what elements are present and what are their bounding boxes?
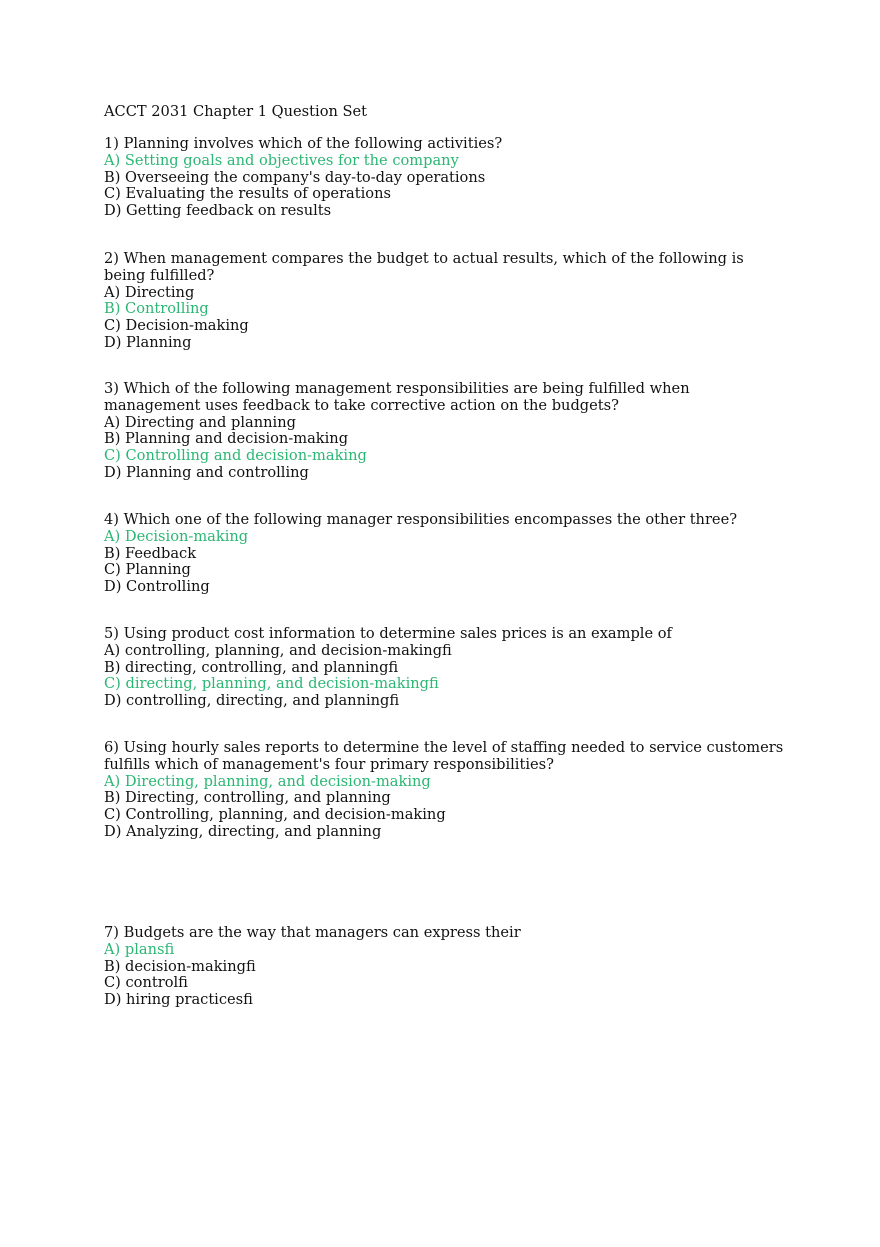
option-a-correct: A) plansfi [104, 940, 175, 958]
question-5 [104, 626, 804, 710]
option-c: C) Controlling, planning, and decision-making [104, 806, 446, 824]
question-stem: 5) Using product cost information to determine sales prices is an example of [104, 625, 672, 642]
option-a: A) Directing [104, 283, 195, 301]
question-1 [104, 136, 804, 220]
option-a-correct: A) Decision-making [104, 527, 249, 545]
question-stem-continued: management uses feedback to take corrective action on the budgets? [104, 396, 619, 414]
option-c-correct: C) directing, planning, and decision-makingfi [104, 675, 439, 693]
question-stem: 6) Using hourly sales reports to determine the level of staffing needed to service customers [104, 739, 784, 756]
option-b: B) Planning and decision-making [104, 430, 349, 448]
question-7 [104, 925, 804, 1009]
question-stem-continued: being fulfilled? [104, 266, 215, 284]
option-d: D) Getting feedback on results [104, 202, 332, 220]
option-c: C) controlfi [104, 974, 188, 992]
option-c: C) Planning [104, 561, 191, 579]
question-stem: 4) Which one of the following manager responsibilities encompasses the other three? [104, 511, 738, 528]
question-stem: 2) When management compares the budget to actual results, which of the following is [104, 250, 744, 267]
question-stem: 1) Planning involves which of the following activities? [104, 135, 503, 152]
option-a-correct: A) Setting goals and objectives for the company [104, 151, 459, 169]
option-a-correct: A) Directing, planning, and decision-making [104, 772, 431, 790]
document-title: ACCT 2031 Chapter 1 Question Set [104, 103, 368, 120]
option-b-correct: B) Controlling [104, 300, 209, 318]
question-stem: 7) Budgets are the way that managers can express their [104, 924, 521, 941]
question-stem: 3) Which of the following management responsibilities are being fulfilled when [104, 380, 690, 397]
option-d: D) Planning [104, 333, 192, 351]
option-a: A) controlling, planning, and decision-makingfi [104, 641, 452, 659]
question-4 [104, 512, 804, 596]
question-6 [104, 740, 804, 841]
option-b: B) decision-makingfi [104, 957, 256, 975]
question-2 [104, 251, 804, 352]
option-d: D) controlling, directing, and planningfi [104, 692, 400, 710]
option-d: D) Planning and controlling [104, 463, 309, 481]
option-d: D) hiring practicesfi [104, 991, 253, 1009]
option-d: D) Controlling [104, 578, 210, 596]
option-b: B) directing, controlling, and planningfi [104, 658, 399, 676]
option-a: A) Directing and planning [104, 413, 296, 431]
option-b: B) Overseeing the company's day-to-day operations [104, 168, 486, 186]
option-c-correct: C) Controlling and decision-making [104, 447, 367, 465]
option-c: C) Decision-making [104, 317, 249, 335]
option-b: B) Directing, controlling, and planning [104, 789, 391, 807]
option-b: B) Feedback [104, 544, 197, 562]
question-3 [104, 381, 804, 482]
question-stem-continued: fulfills which of management's four primary responsibilities? [104, 755, 554, 773]
option-c: C) Evaluating the results of operations [104, 185, 391, 203]
option-d: D) Analyzing, directing, and planning [104, 822, 382, 840]
